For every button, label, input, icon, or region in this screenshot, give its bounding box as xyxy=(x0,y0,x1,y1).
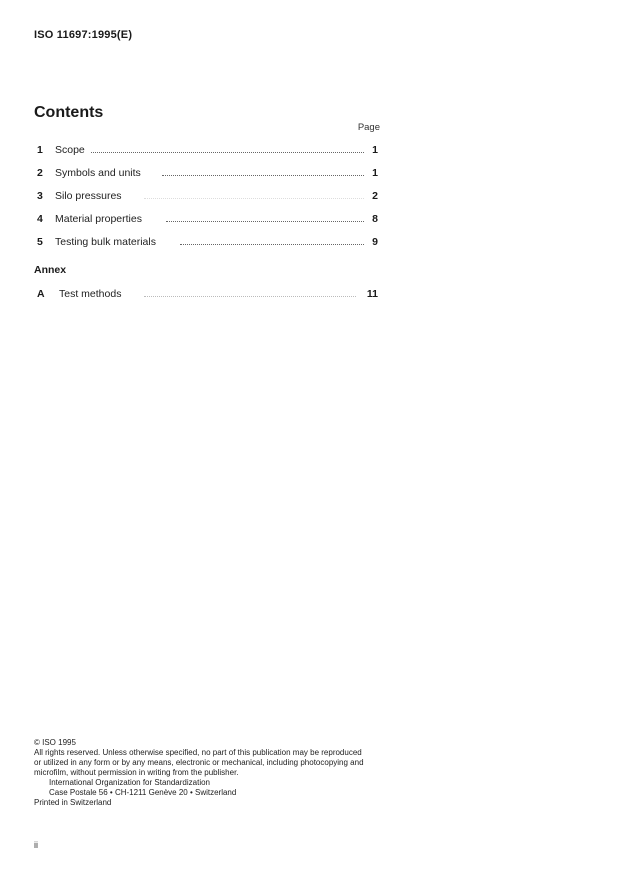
rights-text: All rights reserved. Unless otherwise specified, no part of this publication may be reproduced xyxy=(34,748,362,757)
toc-entry-title: Scope xyxy=(55,143,91,157)
toc-entry-title: Symbols and units xyxy=(55,166,147,180)
toc-leader-dots xyxy=(144,296,356,297)
toc-entry-number: 2 xyxy=(37,167,43,179)
toc-leader-dots xyxy=(144,198,364,199)
toc-entry-page: 9 xyxy=(372,236,378,248)
toc-entry-title: Silo pressures xyxy=(55,189,128,203)
copyright-line: © ISO 1995 xyxy=(34,738,76,747)
toc-entry-title: Testing bulk materials xyxy=(55,235,162,249)
page-number: ii xyxy=(34,840,38,850)
toc-entry-page: 2 xyxy=(372,190,378,202)
toc-entry-number: 5 xyxy=(37,236,43,248)
toc-entry[interactable] xyxy=(34,235,380,249)
toc-entry-page: 11 xyxy=(366,288,378,300)
rights-text: or utilized in any form or by any means, electronic or mechanical, including photocopying and xyxy=(34,758,364,767)
toc-entry-number: A xyxy=(37,288,45,300)
toc-entry-number: 3 xyxy=(37,190,43,202)
page-column-label: Page xyxy=(357,122,380,133)
toc-leader-dots xyxy=(180,244,364,245)
toc-entry[interactable] xyxy=(34,189,380,203)
organization-name: International Organization for Standardization xyxy=(49,778,210,787)
toc-leader-dots xyxy=(162,175,364,176)
toc-entry-title: Material properties xyxy=(55,212,148,226)
toc-leader-dots xyxy=(88,152,364,153)
printed-in: Printed in Switzerland xyxy=(34,798,112,807)
toc-leader-dots xyxy=(166,221,364,222)
annex-heading: Annex xyxy=(34,264,67,276)
toc-entry-page: 1 xyxy=(372,144,378,156)
toc-entry-title: Test methods xyxy=(59,287,127,301)
toc-entry-page: 1 xyxy=(372,167,378,179)
copyright-notice xyxy=(34,738,384,808)
contents-title: Contents xyxy=(34,104,104,121)
toc-entry-page: 8 xyxy=(372,213,378,225)
toc-entry-number: 1 xyxy=(37,144,43,156)
toc-entry[interactable] xyxy=(34,166,380,180)
toc-entry[interactable] xyxy=(34,212,380,226)
organization-address: Case Postale 56 • CH-1211 Genève 20 • Switzerland xyxy=(49,788,237,797)
document-id: ISO 11697:1995(E) xyxy=(34,29,133,41)
toc-annex-entry[interactable] xyxy=(34,287,380,301)
rights-text: microfilm, without permission in writing from the publisher. xyxy=(34,768,239,777)
toc-entry[interactable] xyxy=(34,143,380,157)
toc-entry-number: 4 xyxy=(37,213,43,225)
